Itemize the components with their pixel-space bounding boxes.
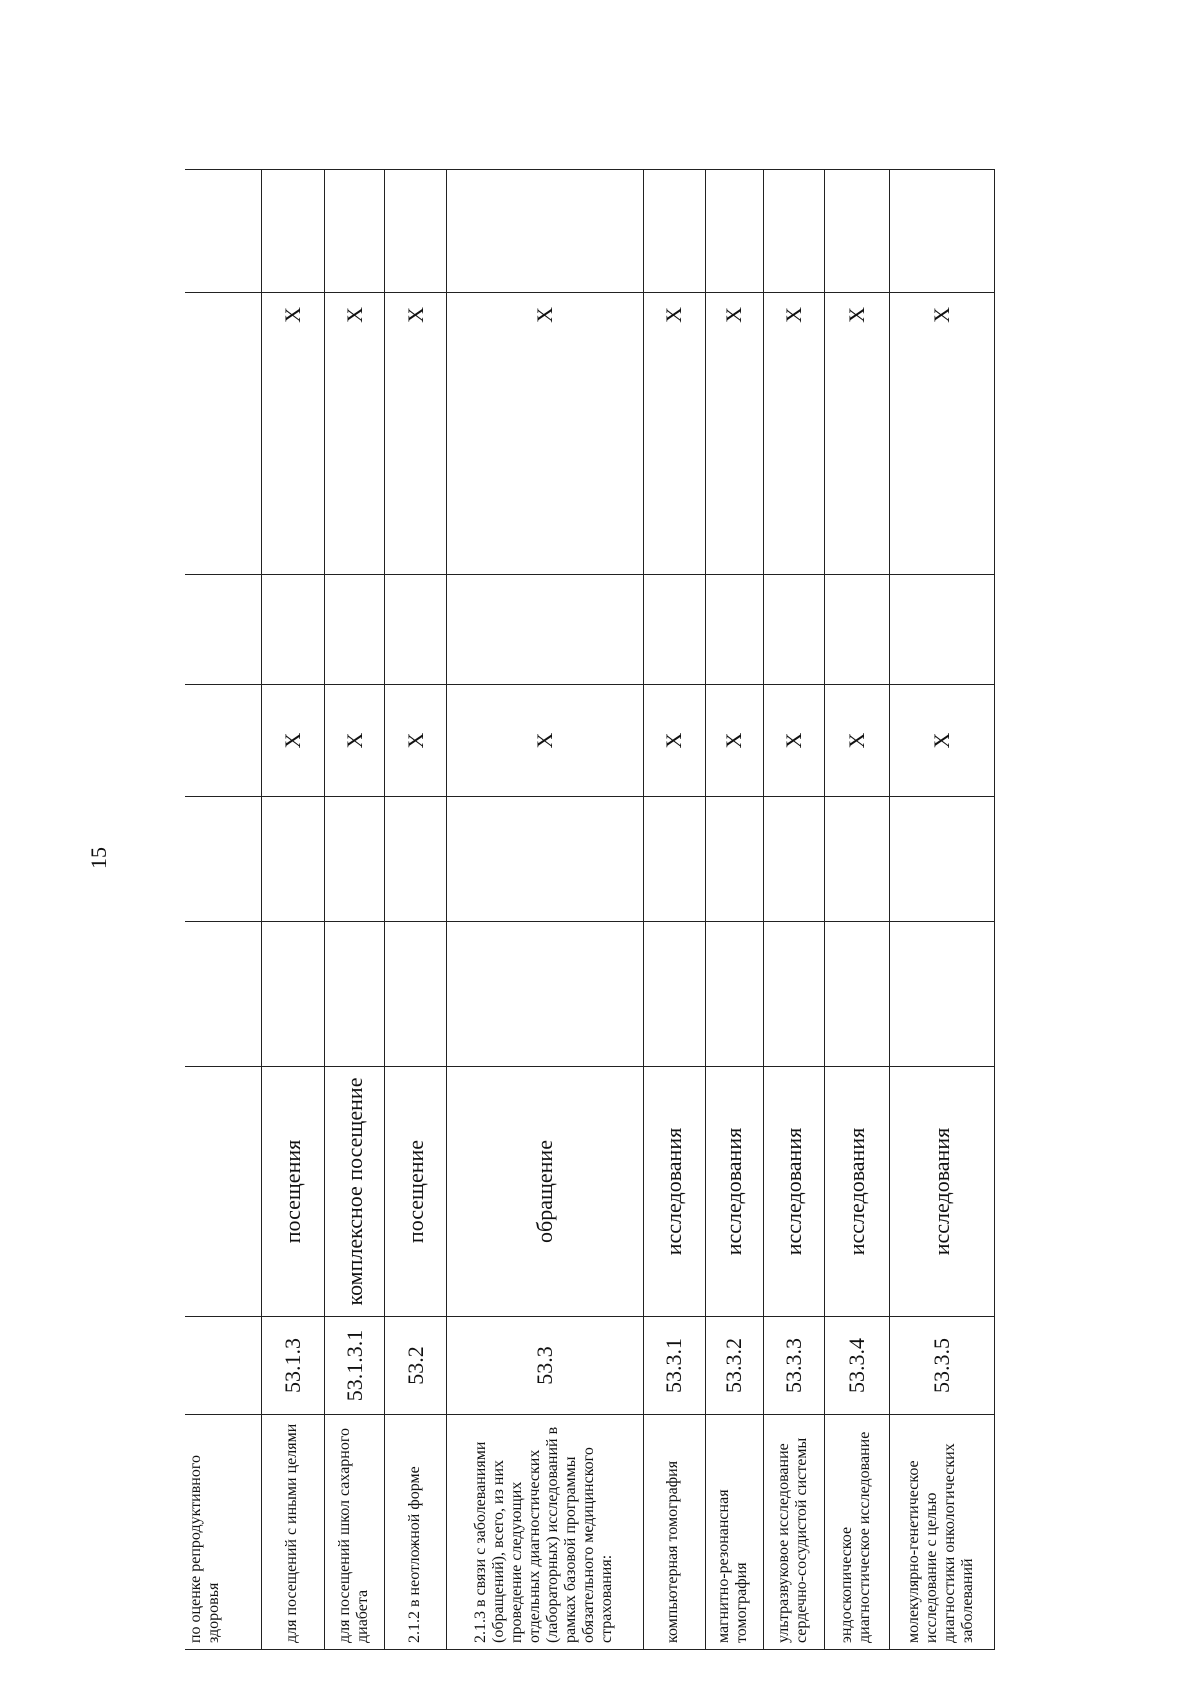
- row-unit: исследования: [643, 1067, 705, 1317]
- row-cell: [262, 922, 325, 1067]
- row-cell: [185, 575, 262, 685]
- row-cell: [185, 797, 262, 922]
- row-cell: [643, 575, 705, 685]
- table-row: [324, 170, 385, 1650]
- row-cell: [385, 797, 447, 922]
- table-row: [764, 170, 825, 1650]
- row-cell: [262, 170, 325, 293]
- row-code: 53.3: [447, 1317, 644, 1415]
- row-cell: [705, 170, 764, 293]
- page-number: 15: [86, 847, 111, 869]
- row-cell: [705, 575, 764, 685]
- row-name: компьютерная томография: [643, 1415, 705, 1650]
- row-unit: исследования: [764, 1067, 825, 1317]
- row-cell: [889, 922, 994, 1067]
- x-mark: X: [764, 685, 825, 797]
- table-row: [262, 170, 325, 1650]
- table-row: [889, 170, 994, 1650]
- row-cell: [447, 170, 644, 293]
- row-unit: исследования: [705, 1067, 764, 1317]
- table-row: [185, 170, 262, 1650]
- row-name: 2.1.2 в неотложной форме: [385, 1415, 447, 1650]
- row-code: 53.3.2: [705, 1317, 764, 1415]
- x-mark: X: [324, 685, 385, 797]
- row-cell: [185, 922, 262, 1067]
- row-code: 53.1.3.1: [324, 1317, 385, 1415]
- row-cell: [185, 293, 262, 575]
- row-cell: [705, 797, 764, 922]
- row-name: для посещений с иными целями: [262, 1415, 325, 1650]
- row-name: эндоскопическое диагностическое исследование: [824, 1415, 889, 1650]
- row-name: магнитно-резонансная томография: [705, 1415, 764, 1650]
- row-cell: [764, 922, 825, 1067]
- row-cell: [889, 797, 994, 922]
- row-unit: [185, 1067, 262, 1317]
- row-cell: [262, 797, 325, 922]
- x-mark: X: [643, 685, 705, 797]
- table-row: [447, 170, 644, 1650]
- x-mark: X: [824, 685, 889, 797]
- row-cell: [185, 685, 262, 797]
- program-table: [185, 169, 995, 1650]
- row-cell: [824, 170, 889, 293]
- x-mark: X: [705, 685, 764, 797]
- row-name: молекулярно-генетическое исследование с целью диагностики онкологических заболеваний: [889, 1415, 994, 1650]
- row-cell: [262, 575, 325, 685]
- x-mark: X: [262, 293, 325, 575]
- row-cell: [447, 797, 644, 922]
- row-unit: комплексное посещение: [324, 1067, 385, 1317]
- row-cell: [889, 170, 994, 293]
- row-code: 53.2: [385, 1317, 447, 1415]
- row-cell: [185, 170, 262, 293]
- row-cell: [643, 170, 705, 293]
- table-row: [824, 170, 889, 1650]
- row-cell: [705, 922, 764, 1067]
- row-cell: [643, 922, 705, 1067]
- x-mark: X: [889, 685, 994, 797]
- row-code: 53.1.3: [262, 1317, 325, 1415]
- x-mark: X: [324, 293, 385, 575]
- row-cell: [824, 575, 889, 685]
- row-cell: [447, 575, 644, 685]
- row-cell: [385, 922, 447, 1067]
- table-row: [643, 170, 705, 1650]
- row-cell: [324, 575, 385, 685]
- row-code: 53.3.1: [643, 1317, 705, 1415]
- row-cell: [824, 922, 889, 1067]
- table-row: [705, 170, 764, 1650]
- row-name: 2.1.3 в связи с заболеваниями (обращений), всего, из них проведение следующих отдельных диагностических (лабораторных) исследований в рамках базовой программы обязательного медицинского страхования:: [447, 1415, 644, 1650]
- row-cell: [324, 170, 385, 293]
- x-mark: X: [643, 293, 705, 575]
- row-cell: [643, 797, 705, 922]
- row-cell: [385, 575, 447, 685]
- table-row: [385, 170, 447, 1650]
- row-cell: [889, 575, 994, 685]
- row-code: 53.3.4: [824, 1317, 889, 1415]
- row-unit: обращение: [447, 1067, 644, 1317]
- row-code: 53.3.3: [764, 1317, 825, 1415]
- row-cell: [324, 797, 385, 922]
- row-unit: исследования: [889, 1067, 994, 1317]
- row-cell: [764, 170, 825, 293]
- row-cell: [824, 797, 889, 922]
- row-cell: [324, 922, 385, 1067]
- row-cell: [385, 170, 447, 293]
- row-unit: исследования: [824, 1067, 889, 1317]
- x-mark: X: [764, 293, 825, 575]
- row-cell: [764, 797, 825, 922]
- x-mark: X: [889, 293, 994, 575]
- row-unit: посещения: [262, 1067, 325, 1317]
- x-mark: X: [262, 685, 325, 797]
- x-mark: X: [385, 685, 447, 797]
- row-unit: посещение: [385, 1067, 447, 1317]
- row-code: [185, 1317, 262, 1415]
- row-name: ультразвуковое исследование сердечно-сосудистой системы: [764, 1415, 825, 1650]
- row-code: 53.3.5: [889, 1317, 994, 1415]
- row-cell: [764, 575, 825, 685]
- row-name: для посещений школ сахарного диабета: [324, 1415, 385, 1650]
- row-name: по оценке репродуктивного здоровья: [185, 1415, 262, 1650]
- x-mark: X: [447, 293, 644, 575]
- x-mark: X: [447, 685, 644, 797]
- row-cell: [447, 922, 644, 1067]
- x-mark: X: [705, 293, 764, 575]
- x-mark: X: [824, 293, 889, 575]
- x-mark: X: [385, 293, 447, 575]
- rotated-table-container: [185, 170, 995, 1650]
